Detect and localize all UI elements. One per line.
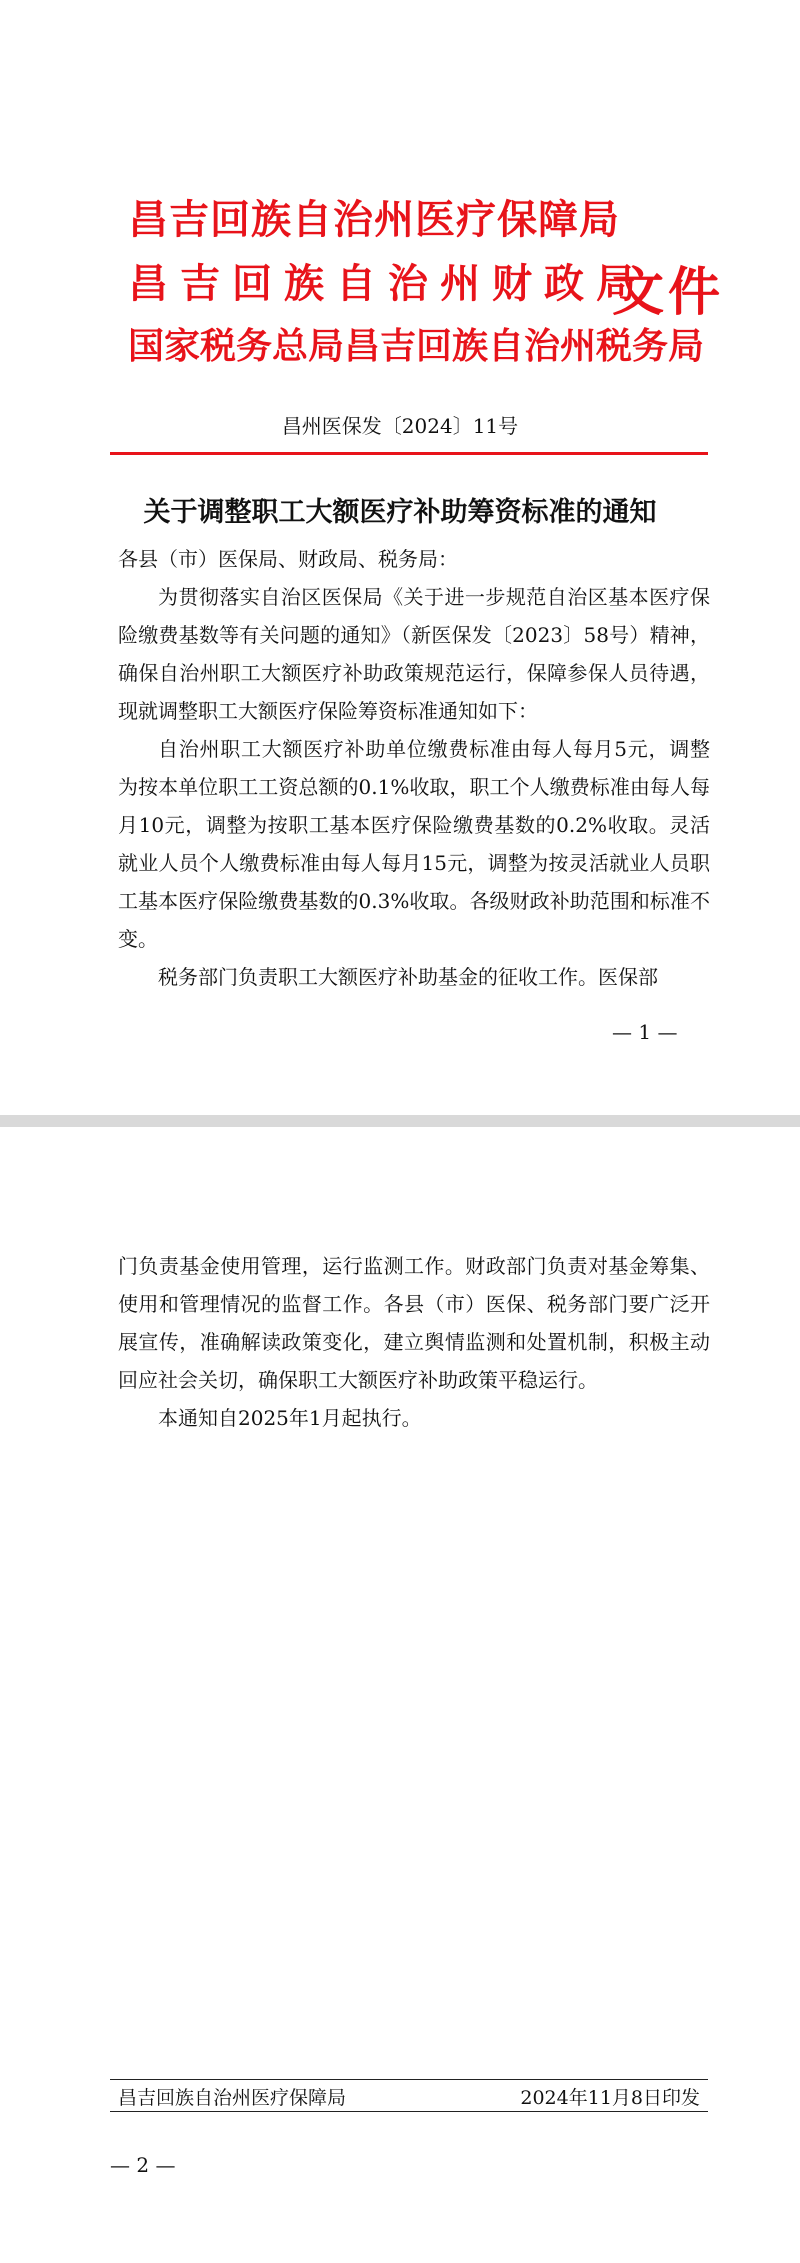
document-page-2 xyxy=(0,1127,800,2263)
paragraph: 税务部门负责职工大额医疗补助基金的征收工作。医保部 xyxy=(158,965,658,989)
paragraph: 门负责基金使用管理，运行监测工作。财政部门负责对基金筹集、使用和管理情况的监督工作。各县（市）医保、税务部门要广泛开展宣传，准确解读政策变化，建立舆情监测和处置机制，积极主动回应社会关切，确保职工大额医疗补助政策平稳运行。 xyxy=(118,1254,710,1392)
document-page-1 xyxy=(0,0,800,1115)
footer-print-date: 2024年11月8日印发 xyxy=(520,2087,700,2109)
red-divider-line xyxy=(110,452,708,455)
page-number: — 2 — xyxy=(110,2153,176,2177)
paragraph: 自治州职工大额医疗补助单位缴费标准由每人每月5元，调整为按本单位职工工资总额的0.1%收取，职工个人缴费标准由每人每月10元，调整为按职工基本医疗保险缴费基数的0.2%收取。灵活就业人员个人缴费标准由每人每月15元，调整为按灵活就业人员职工基本医疗保险缴费基数的0.3%收取。各级财政补助范围和标准不变。 xyxy=(118,737,710,951)
footer-rule xyxy=(110,2079,708,2080)
notice-body-page-1 xyxy=(118,540,710,996)
document-label: 文件 xyxy=(612,262,725,323)
paragraph: 本通知自2025年1月起执行。 xyxy=(158,1406,422,1430)
issuer-finance-bureau: 昌吉回族自治州财政局 xyxy=(128,260,648,307)
notice-body-page-2 xyxy=(118,1247,710,1437)
issuer-tax-bureau: 国家税务总局昌吉回族自治州税务局 xyxy=(128,325,705,367)
footer-issuer: 昌吉回族自治州医疗保障局 xyxy=(118,2087,347,2109)
page-number: — 1 — xyxy=(612,1020,678,1044)
notice-title: 关于调整职工大额医疗补助筹资标准的通知 xyxy=(143,497,657,528)
salutation: 各县（市）医保局、财政局、税务局： xyxy=(118,547,458,571)
issuer-medical-security-bureau: 昌吉回族自治州医疗保障局 xyxy=(128,196,620,243)
paragraph: 为贯彻落实自治区医保局《关于进一步规范自治区基本医疗保险缴费基数等有关问题的通知》（新医保发〔2023〕58号）精神，确保自治州职工大额医疗补助政策规范运行，保障参保人员待遇，现就调整职工大额医疗保险筹资标准通知如下： xyxy=(118,585,710,723)
footer-rule xyxy=(110,2111,708,2112)
document-number: 昌州医保发〔2024〕11号 xyxy=(281,414,519,438)
